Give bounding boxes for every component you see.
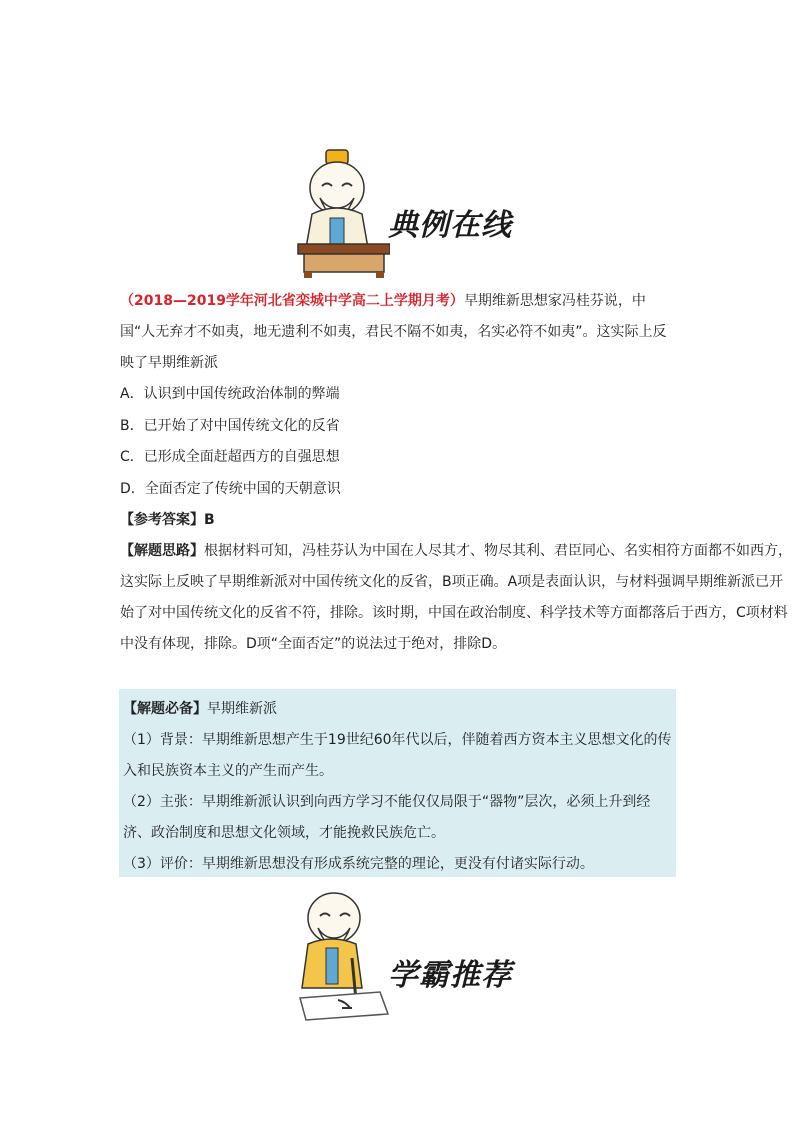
question-stem: 早期维新思想家冯桂芬说，中国“人无弃才不如夷，地无遗利不如夷，君民不隔不如夷，名实必符不如夷”。这实际上反映了早期维新派: [120, 293, 667, 371]
option-b: B．已开始了对中国传统文化的反省: [120, 417, 340, 434]
knowledge-item-proposal: （2）主张：早期维新派认识到向西方学习不能仅仅局限于“器物”层次，必须上升到经济、政治制度和思想文化领域，才能挽救民族危亡。: [123, 794, 651, 841]
answer-label: 【参考答案】: [120, 512, 204, 528]
option-c: C．已形成全面赶超西方的自强思想: [120, 449, 340, 465]
banner-top-recommendation: [290, 888, 520, 1023]
option-a: A．认识到中国传统政治体制的弊端: [120, 386, 340, 402]
sage-writing-illustration: [290, 888, 390, 1023]
banner-title: 学霸推荐: [388, 958, 512, 993]
options-list: [120, 379, 341, 505]
knowledge-item-background: （1）背景：早期维新思想产生于19世纪60年代以后，伴随着西方资本主义思想文化的传入和民族资本主义的产生而产生。: [123, 732, 672, 779]
analysis-label: 【解题思路】: [120, 543, 204, 559]
banner-example-online: [290, 148, 520, 280]
solution-analysis: [120, 536, 792, 660]
knowledge-box: [119, 689, 676, 877]
banner-title: 典例在线: [388, 208, 512, 243]
reference-answer: [120, 505, 215, 536]
answer-value: B: [204, 512, 215, 528]
knowledge-item-evaluation: （3）评价：早期维新思想没有形成系统完整的理论，更没有付诸实际行动。: [123, 856, 594, 872]
option-d: D．全面否定了传统中国的天朝意识: [120, 480, 341, 497]
question-source: （2018—2019学年河北省栾城中学高二上学期月考）: [120, 293, 464, 309]
question-block: [120, 286, 680, 379]
knowledge-title: 早期维新派: [207, 701, 277, 717]
knowledge-label: 【解题必备】: [123, 701, 207, 717]
analysis-text: 根据材料可知，冯桂芬认为中国在人尽其才、物尽其利、君臣同心、名实相符方面都不如西方，这实际上反映了早期维新派对中国传统文化的反省，B项正确。A项是表面认识，与材料强调早期维新派已开始了对中国传统文化的反省不符，排除。该时期，中国在政治制度、科学技术等方面都落后于西方，C项材料中没有体现，排除。D项“全面否定”的说法过于绝对，排除D。: [120, 543, 792, 652]
sage-at-desk-illustration: [290, 148, 390, 280]
